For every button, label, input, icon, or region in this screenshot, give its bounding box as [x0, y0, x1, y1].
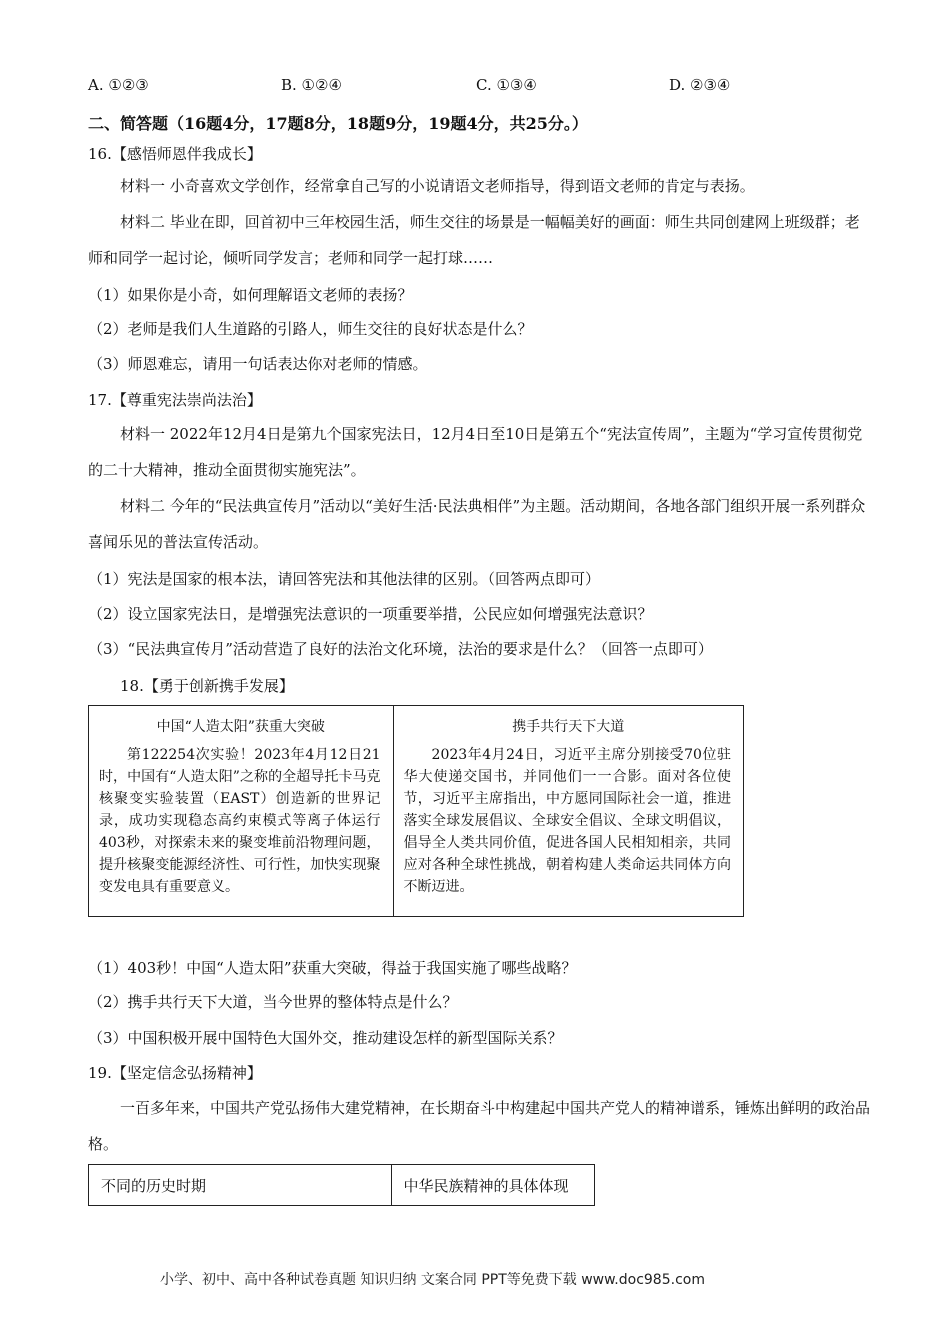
q17-question-2: （2）设立国家宪法日，是增强宪法意识的一项重要举措，公民应如何增强宪法意识？	[88, 605, 653, 623]
q16-question-2: （2）老师是我们人生道路的引路人，师生交往的良好状态是什么？	[88, 320, 533, 338]
q18-left-title: 中国“人造太阳”获重大突破	[156, 719, 325, 735]
q19-heading: 19.【坚定信念弘扬精神】	[88, 1064, 262, 1082]
q19-col-spirit: 中华民族精神的具体体现	[391, 1165, 594, 1206]
q17-material-1: 材料一 2022年12月4日是第九个国家宪法日，12月4日至10日是第五个“宪法宣传周”，主题为“学习宣传贯彻党的二十大精神，推动全面贯彻实施宪法”。	[88, 425, 863, 479]
q18-right-body: 2023年4月24日，习近平主席分别接受70位驻华大使递交国书，并同他们一一合影。面对各位使节，习近平主席指出，中方愿同国际社会一道，推进落实全球发展倡议、全球安全倡议、全球文明倡议，倡导全人类共同价值，促进各国人民相知相亲，共同应对各种全球性挑战，朝着构建人类命运共同体方向不断迈进。	[403, 747, 731, 895]
q16-material-1: 材料一 小奇喜欢文学创作，经常拿自己写的小说请语文老师指导，得到语文老师的肯定与表扬。	[120, 177, 755, 195]
page-footer: 小学、初中、高中各种试卷真题 知识归纳 文案合同 PPT等免费下载 www.doc985.com	[160, 1272, 705, 1288]
q17-question-1: （1）宪法是国家的根本法，请回答宪法和其他法律的区别。（回答两点即可）	[88, 570, 601, 588]
q18-right-cell	[393, 706, 743, 917]
section-title: 二、简答题（16题4分，17题8分，18题9分，19题4分，共25分。）	[88, 114, 588, 133]
q17-material-2: 材料二 今年的“民法典宣传月”活动以“美好生活·民法典相伴”为主题。活动期间，各地各部门组织开展一系列群众喜闻乐见的普法宣传活动。	[88, 497, 866, 551]
q18-question-3: （3）中国积极开展中国特色大国外交，推动建设怎样的新型国际关系？	[88, 1029, 563, 1047]
q19-table	[88, 1164, 595, 1206]
q17-question-3: （3）“民法典宣传月”活动营造了良好的法治文化环境，法治的要求是什么？（回答一点即可）	[88, 640, 713, 658]
q16-question-3: （3）师恩难忘，请用一句话表达你对老师的情感。	[88, 355, 428, 373]
q16-material-2: 材料二 毕业在即，回首初中三年校园生活，师生交往的场景是一幅幅美好的画面：师生共同创建网上班级群；老师和同学一起讨论，倾听同学发言；老师和同学一起打球……	[88, 213, 860, 267]
q18-left-cell	[89, 706, 394, 917]
q18-material-table	[88, 705, 744, 917]
q18-right-title: 携手共行天下大道	[512, 719, 625, 735]
q19-col-period: 不同的历史时期	[89, 1165, 392, 1206]
option-d: D. ②③④	[669, 76, 731, 94]
q19-intro: 一百多年来，中国共产党弘扬伟大建党精神，在长期奋斗中构建起中国共产党人的精神谱系，锤炼出鲜明的政治品格。	[88, 1099, 871, 1153]
q18-heading: 18.【勇于创新携手发展】	[120, 677, 294, 695]
q18-left-body: 第122254次实验！2023年4月12日21时，中国有“人造太阳”之称的全超导托卡马克核聚变实验装置（EAST）创造新的世界记录，成功实现稳态高约束模式等离子体运行403秒，对探索未来的聚变堆前沿物理问题，提升核聚变能源经济性、可行性，加快实现聚变发电具有重要意义。	[99, 747, 381, 895]
q18-question-1: （1）403秒！中国“人造太阳”获重大突破，得益于我国实施了哪些战略？	[88, 959, 577, 977]
q16-question-1: （1）如果你是小奇，如何理解语文老师的表扬？	[88, 286, 413, 304]
q18-question-2: （2）携手共行天下大道，当今世界的整体特点是什么？	[88, 993, 458, 1011]
q16-heading: 16.【感悟师恩伴我成长】	[88, 145, 262, 163]
option-b: B. ①②④	[281, 76, 342, 94]
option-a: A. ①②③	[88, 76, 149, 94]
q17-heading: 17.【尊重宪法崇尚法治】	[88, 391, 262, 409]
option-c: C. ①③④	[476, 76, 537, 94]
